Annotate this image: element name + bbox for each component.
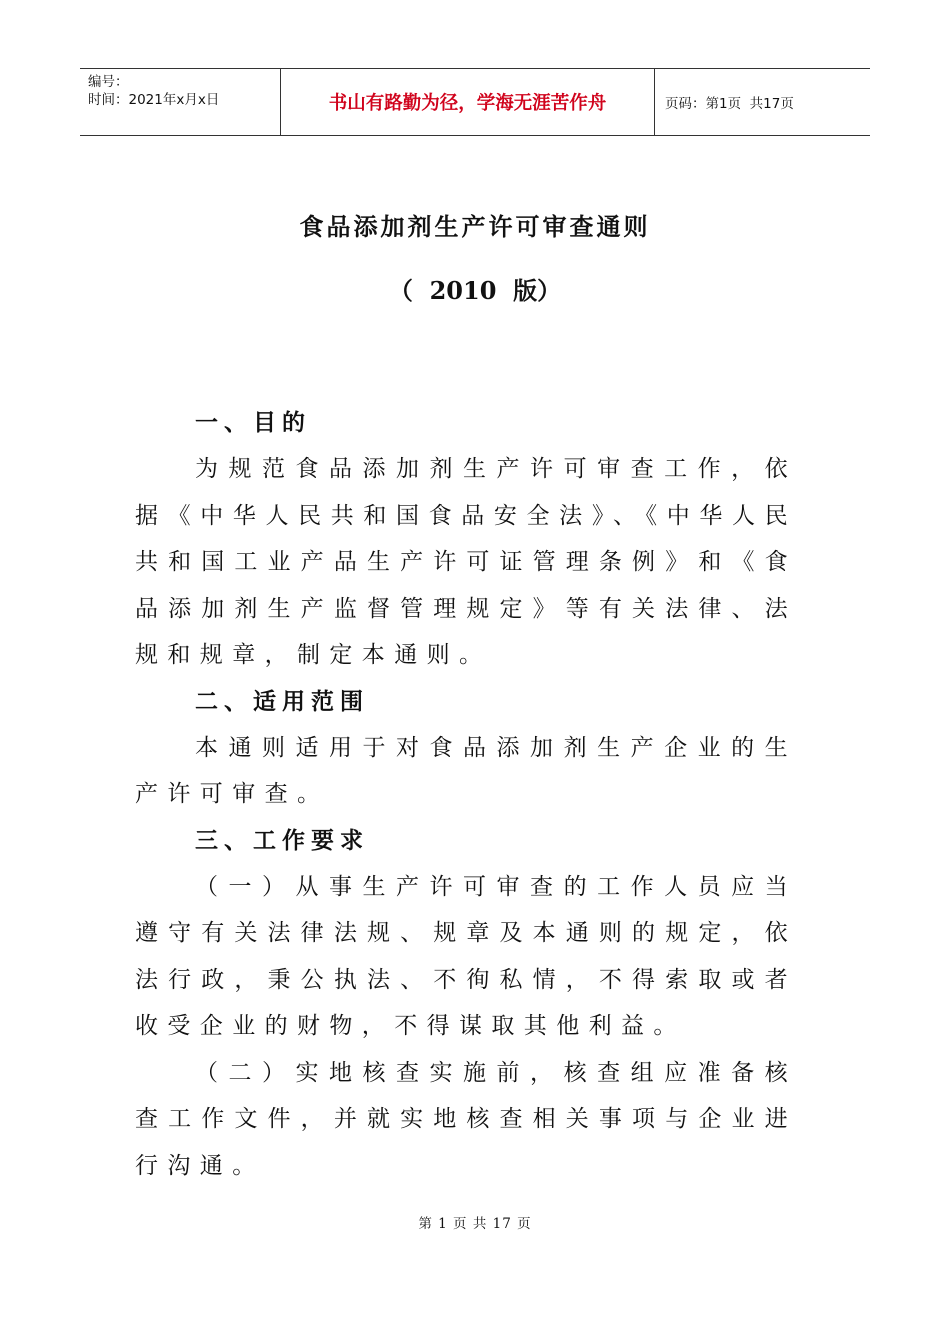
document-edition — [0, 271, 950, 306]
time-label: 时间：2021年x月x日 — [88, 92, 220, 108]
header-motto: 书山有路勤为径，学海无涯苦作舟 — [328, 93, 607, 114]
section-paragraph: 为规范食品添加剂生产许可审查工作，依据《中华人民共和国食品安全法》、《中华人民共和国工业产品生产许可证管理条例》和《食品添加剂生产监督管理规定》等有关法律、法规和规章，制定本通则。 — [135, 456, 797, 668]
serial-number-label: 编号： — [88, 74, 129, 90]
section-paragraph: 本通则适用于对食品添加剂生产企业的生产许可审查。 — [135, 734, 797, 807]
document-body — [135, 400, 797, 1189]
section-paragraph: （二）实地核查实施前，核查组应准备核查工作文件，并就实地核查相关事项与企业进行沟通。 — [135, 1059, 797, 1179]
header-page-cell — [655, 69, 870, 135]
header-motto-cell — [281, 69, 655, 135]
document-edition-text: （ 2010 版） — [388, 276, 562, 305]
header-meta-cell — [80, 69, 281, 135]
section-paragraph: （一）从事生产许可审查的工作人员应当遵守有关法律法规、规章及本通则的规定，依法行政，秉公执法、不徇私情，不得索取或者收受企业的财物，不得谋取其他利益。 — [135, 873, 797, 1039]
document-title: 食品添加剂生产许可审查通则 — [299, 212, 651, 241]
header-page-info: 页码：第1页 共17页 — [665, 96, 794, 112]
section-heading-purpose: 一、目的 — [195, 410, 311, 436]
page-header-table — [80, 68, 870, 136]
section-heading-scope: 二、适用范围 — [195, 688, 369, 715]
section-heading-requirements: 三、工作要求 — [195, 827, 369, 854]
page-footer: 第 1 页 共 17 页 — [418, 1216, 532, 1232]
